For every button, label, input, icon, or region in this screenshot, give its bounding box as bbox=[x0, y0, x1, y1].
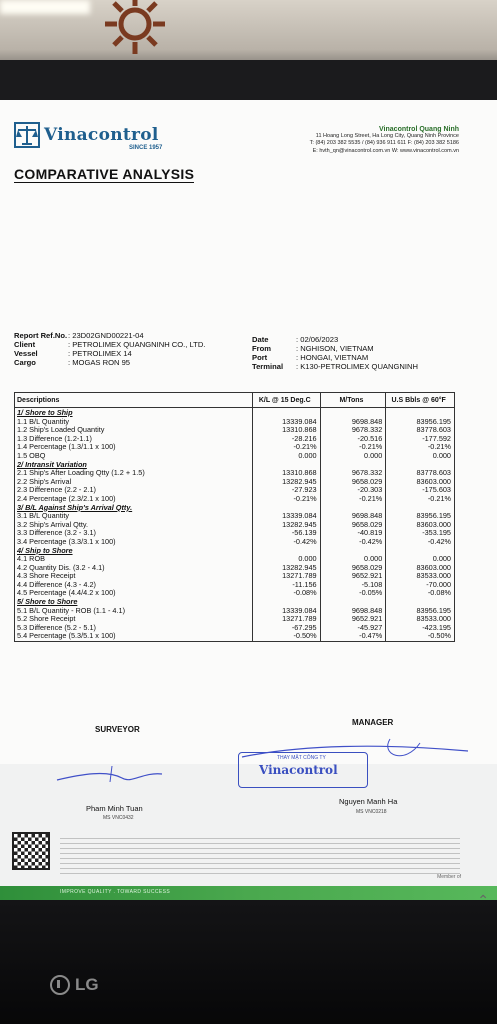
cell-mt: -5.108 bbox=[361, 579, 383, 589]
descriptions-column bbox=[15, 408, 252, 641]
branch-name: Vinacontrol Quang Ninh bbox=[379, 126, 459, 133]
cell-mt: -20.516 bbox=[357, 433, 383, 443]
footer-slogan: IMPROVE QUALITY . TOWARD SUCCESS bbox=[60, 889, 171, 895]
column-header-descriptions: Descriptions bbox=[17, 396, 60, 404]
branch-address bbox=[259, 126, 459, 155]
row-description: 3.2 Ship's Arrival Qtty. bbox=[17, 519, 89, 529]
cell-bbl: 83956.195 bbox=[416, 605, 451, 615]
cell-bbl: -0.08% bbox=[427, 588, 451, 598]
cell-mt: -0.47% bbox=[359, 631, 383, 641]
qr-code bbox=[12, 832, 50, 870]
manager-name: Nguyen Manh Ha bbox=[339, 797, 398, 806]
brand-text: LG bbox=[75, 975, 99, 994]
cell-bbl: -70.000 bbox=[426, 579, 451, 589]
info-value: : 23D02GND00221-04 bbox=[68, 331, 144, 340]
info-value: : NGHISON, VIETNAM bbox=[296, 344, 374, 353]
cell-kl: 0.000 bbox=[298, 450, 317, 460]
cell-kl: 13282.945 bbox=[282, 519, 317, 529]
branch-line: E: hvth_qn@vinacontrol.com.vn W: www.vinacontrol.com.vn bbox=[312, 147, 459, 154]
cell-bbl: -177.592 bbox=[422, 433, 451, 443]
info-row bbox=[252, 344, 418, 353]
cell-bbl: 0.000 bbox=[432, 554, 451, 564]
column-header-bbl: U.S Bbls @ 60°F bbox=[385, 393, 454, 407]
footer-member-text: Member of bbox=[437, 874, 461, 880]
cell-kl: -11.156 bbox=[292, 579, 317, 589]
cell-bbl: -0.21% bbox=[427, 442, 451, 452]
row-description: 5.1 B/L Quantity - ROB (1.1 - 4.1) bbox=[17, 605, 126, 615]
cell-bbl: -0.21% bbox=[427, 493, 451, 503]
row-description: 4.2 Quantity Dis. (3.2 - 4.1) bbox=[17, 562, 105, 572]
since-label: SINCE 1957 bbox=[129, 145, 163, 151]
info-row bbox=[14, 349, 205, 358]
cell-mt: 9652.921 bbox=[351, 614, 383, 624]
row-description: 2.2 Ship's Arrival bbox=[17, 476, 72, 486]
cell-kl: -28.216 bbox=[291, 433, 317, 443]
document-title: COMPARATIVE ANALYSIS bbox=[14, 166, 195, 182]
info-value: : 02/06/2023 bbox=[296, 335, 339, 344]
cell-kl: -0.50% bbox=[293, 631, 317, 641]
cell-mt: 9652.921 bbox=[351, 571, 383, 581]
cell-mt: -0.21% bbox=[359, 493, 383, 503]
info-row bbox=[252, 362, 418, 371]
cell-mt: 9678.332 bbox=[351, 468, 383, 478]
info-value: : HONGAI, VIETNAM bbox=[296, 353, 369, 362]
section-heading: 3/ B/L Against Ship's Arrival Qtty. bbox=[17, 502, 133, 512]
row-description: 1.5 OBQ bbox=[17, 450, 46, 460]
cell-mt: 9698.848 bbox=[351, 605, 383, 615]
cell-mt: 9678.332 bbox=[351, 425, 383, 435]
manager-id: MS VNC0218 bbox=[356, 809, 387, 815]
info-label: Report Ref.No. bbox=[14, 331, 68, 340]
cell-mt: 9698.848 bbox=[351, 511, 383, 521]
row-description: 4.4 Difference (4.3 - 4.2) bbox=[17, 579, 96, 589]
cell-bbl: 83533.000 bbox=[416, 571, 451, 581]
cell-mt: 0.000 bbox=[364, 450, 383, 460]
cell-kl: 13339.084 bbox=[282, 605, 317, 615]
manager-signature bbox=[240, 735, 470, 775]
cell-mt: -40.819 bbox=[357, 528, 383, 538]
info-row bbox=[252, 353, 418, 362]
section-heading: 4/ Ship to Shore bbox=[17, 545, 73, 555]
cell-mt: 9658.029 bbox=[351, 562, 383, 572]
info-label: Terminal bbox=[252, 362, 284, 371]
branch-line: T: (84) 203 382 5535 / (84) 936 911 611 F: (84) 203 382 5186 bbox=[309, 140, 459, 147]
column-header-mt: M/Tons bbox=[320, 393, 386, 407]
cell-bbl: -0.42% bbox=[427, 536, 451, 546]
info-label: Date bbox=[252, 335, 269, 344]
cell-mt: 9698.848 bbox=[351, 416, 383, 426]
cell-bbl: 83956.195 bbox=[416, 511, 451, 521]
cell-bbl: 83603.000 bbox=[416, 519, 451, 529]
info-value: : MOGAS RON 95 bbox=[68, 358, 131, 367]
section-heading: 2/ Intransit Variation bbox=[17, 459, 87, 469]
cell-kl: 13310.868 bbox=[282, 468, 317, 478]
cell-bbl: -175.603 bbox=[422, 485, 451, 495]
cell-kl: -0.21% bbox=[293, 442, 317, 452]
surveyor-id: MS VNC0432 bbox=[103, 815, 134, 821]
cell-mt: -20.303 bbox=[357, 485, 383, 495]
cell-bbl: 0.000 bbox=[432, 450, 451, 460]
section-heading: 5/ Shore to Shore bbox=[17, 597, 78, 607]
cell-kl: 13339.084 bbox=[282, 511, 317, 521]
branch-line: 11 Hoang Long Street, Ha Long City, Quang Ninh Province bbox=[315, 133, 459, 140]
row-description: 3.3 Difference (3.2 - 3.1) bbox=[17, 528, 96, 538]
row-description: 3.1 B/L Quantity bbox=[17, 511, 70, 521]
row-description: 5.2 Shore Receipt bbox=[17, 614, 76, 624]
cell-mt: 9658.029 bbox=[351, 519, 383, 529]
cell-mt: -0.42% bbox=[359, 536, 383, 546]
info-row bbox=[14, 358, 205, 367]
row-description: 2.3 Difference (2.2 - 2.1) bbox=[17, 485, 96, 495]
row-description: 2.4 Percentage (2.3/2.1 x 100) bbox=[17, 493, 116, 503]
cell-mt: -0.05% bbox=[359, 588, 383, 598]
manager-label: MANAGER bbox=[352, 718, 394, 727]
section-heading: 1/ Shore to Ship bbox=[17, 408, 73, 417]
cell-bbl: 83778.603 bbox=[416, 468, 451, 478]
ceiling-lamp bbox=[0, 0, 90, 14]
row-description: 4.3 Shore Receipt bbox=[17, 571, 76, 581]
cell-bbl: 83603.000 bbox=[416, 476, 451, 486]
cell-kl: -0.42% bbox=[293, 536, 317, 546]
table-body bbox=[15, 408, 454, 641]
cell-mt: 9658.029 bbox=[351, 476, 383, 486]
stamp-top-text: THAY MẶT CÔNG TY bbox=[277, 755, 326, 761]
cell-mt: 0.000 bbox=[364, 554, 383, 564]
logo-wordmark: Vinacontrol bbox=[44, 125, 159, 145]
info-label: Vessel bbox=[14, 349, 38, 358]
cell-kl: -67.295 bbox=[291, 622, 317, 632]
cell-kl: 13271.789 bbox=[282, 571, 317, 581]
row-description: 1.2 Ship's Loaded Quantity bbox=[17, 425, 105, 435]
cell-kl: 0.000 bbox=[298, 554, 317, 564]
row-description: 1.3 Difference (1.2-1.1) bbox=[17, 433, 92, 443]
bbl-column bbox=[385, 408, 454, 641]
comparative-table bbox=[14, 392, 455, 642]
cell-kl: -56.139 bbox=[291, 528, 317, 538]
info-row bbox=[14, 331, 205, 340]
info-label: Client bbox=[14, 340, 36, 349]
surveyor-signature bbox=[52, 760, 172, 790]
cell-bbl: -423.195 bbox=[422, 622, 451, 632]
info-label: Port bbox=[252, 353, 268, 362]
monitor-bottom-bezel bbox=[0, 900, 497, 1024]
cell-kl: 13282.945 bbox=[282, 476, 317, 486]
cell-bbl: -0.50% bbox=[427, 631, 451, 641]
lg-logo-icon bbox=[50, 975, 70, 995]
cell-mt: -45.927 bbox=[357, 622, 383, 632]
scales-logo-icon bbox=[14, 122, 40, 148]
cell-mt: -0.21% bbox=[359, 442, 383, 452]
column-header-kl: K/L @ 15 Deg.C bbox=[252, 393, 320, 407]
info-label: Cargo bbox=[14, 358, 36, 367]
cell-kl: 13339.084 bbox=[282, 416, 317, 426]
row-description: 5.4 Percentage (5.3/5.1 x 100) bbox=[17, 631, 116, 641]
row-description: 4.1 ROB bbox=[17, 554, 45, 564]
row-description: 5.3 Difference (5.2 - 5.1) bbox=[17, 622, 96, 632]
stamp-wordmark: Vinacontrol bbox=[259, 763, 338, 777]
surveyor-name: Pham Minh Tuan bbox=[86, 804, 143, 813]
fine-print bbox=[60, 838, 460, 874]
wall-ornament-icon bbox=[103, 0, 167, 56]
info-value: : K130-PETROLIMEX QUANGNINH bbox=[296, 362, 418, 371]
cell-bbl: 83956.195 bbox=[416, 416, 451, 426]
info-row bbox=[14, 340, 205, 349]
mt-column bbox=[320, 408, 386, 641]
info-value: : PETROLIMEX QUANGNINH CO., LTD. bbox=[68, 340, 206, 349]
cell-bbl: 83603.000 bbox=[416, 562, 451, 572]
info-label: From bbox=[252, 344, 271, 353]
row-description: 3.4 Percentage (3.3/3.1 x 100) bbox=[17, 536, 116, 546]
cell-bbl: 83778.603 bbox=[416, 425, 451, 435]
row-description: 2.1 Ship's After Loading Qtty (1.2 + 1.5) bbox=[17, 468, 145, 478]
monitor-brand bbox=[50, 975, 99, 995]
cell-kl: -27.923 bbox=[291, 485, 317, 495]
info-row bbox=[252, 335, 418, 344]
surveyor-label: SURVEYOR bbox=[95, 725, 140, 734]
info-value: : PETROLIMEX 14 bbox=[68, 349, 132, 358]
cell-kl: -0.21% bbox=[293, 493, 317, 503]
cell-kl: 13271.789 bbox=[282, 614, 317, 624]
row-description: 1.1 B/L Quantity bbox=[17, 416, 70, 426]
row-description: 1.4 Percentage (1.3/1.1 x 100) bbox=[17, 442, 116, 452]
cell-kl: 13282.945 bbox=[282, 562, 317, 572]
cell-bbl: 83533.000 bbox=[416, 614, 451, 624]
report-info-right bbox=[252, 335, 418, 371]
cell-bbl: -353.195 bbox=[422, 528, 451, 538]
row-description: 4.5 Percentage (4.4/4.2 x 100) bbox=[17, 588, 116, 598]
cell-kl: 13310.868 bbox=[282, 425, 317, 435]
kl-column bbox=[252, 408, 320, 641]
report-info-left bbox=[14, 331, 205, 367]
table-header bbox=[15, 393, 454, 408]
cell-kl: -0.08% bbox=[293, 588, 317, 598]
